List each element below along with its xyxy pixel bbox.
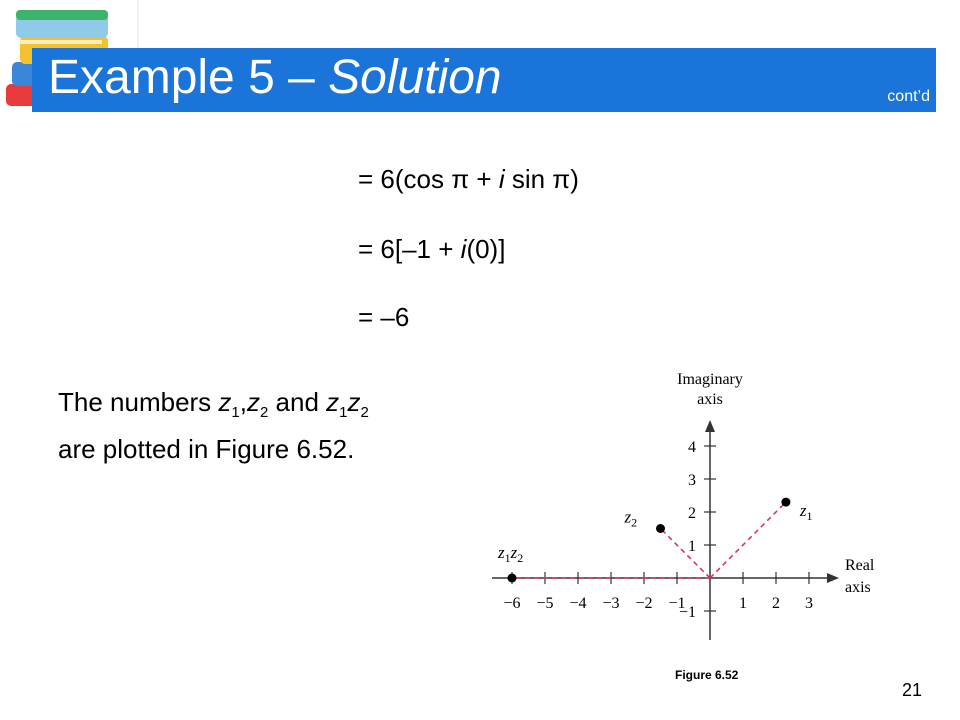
y-tick-label: 3 <box>688 472 696 489</box>
x-tick-label: 3 <box>805 595 813 612</box>
eq1-pi-2: π <box>552 164 571 194</box>
x-axis-arrow <box>827 573 839 583</box>
slide-title <box>48 50 502 106</box>
page-number: 21 <box>902 680 923 700</box>
point-label-2: $z_2$ <box>624 507 638 530</box>
equation-line-2 <box>358 234 505 265</box>
x-tick-label: −3 <box>602 595 620 612</box>
contd-label: cont’d <box>887 88 930 105</box>
desc-z1: z <box>218 387 232 417</box>
description-line-1 <box>58 384 369 431</box>
eq1-imag-unit: i <box>498 164 505 194</box>
point-label-1: $z_1$ <box>799 501 813 524</box>
y-tick-label: −1 <box>678 604 696 621</box>
slide-title-italic: Solution <box>328 51 502 104</box>
slide-title-main: Example 5 – <box>48 51 329 104</box>
x-tick-label: −1 <box>668 595 686 612</box>
data-point-1 <box>781 498 790 507</box>
point-label-3: $z_1z_2$ <box>498 543 524 565</box>
y-tick-label: 1 <box>688 538 696 555</box>
x-tick-label: −2 <box>635 595 653 612</box>
eq1-pi-1: π <box>451 164 470 194</box>
desc-z1z2-b-sub: 2 <box>360 404 369 422</box>
figure-caption: Figure 6.52 <box>675 668 739 682</box>
x-axis-label-line-2: axis <box>845 579 871 596</box>
description-paragraph <box>58 384 369 467</box>
eq1-part-b: + <box>469 164 499 194</box>
eq2-part-a: = 6[–1 + <box>358 234 461 264</box>
equation-line-3: = –6 <box>358 302 410 332</box>
desc-z1z2-b: z <box>347 387 361 417</box>
desc-z1z2-a-sub: 1 <box>339 404 348 422</box>
eq1-part-d: ) <box>570 164 579 194</box>
complex-plane-chart <box>470 360 920 640</box>
equation-line-1 <box>358 164 579 195</box>
x-tick-label: −6 <box>503 595 521 612</box>
point-dash-line-2 <box>661 529 711 579</box>
eq1-part-c: sin <box>504 164 553 194</box>
data-point-3 <box>508 574 517 583</box>
desc-z1z2-a: z <box>326 387 340 417</box>
desc-text-a: The numbers <box>58 387 219 417</box>
x-axis-label-line-1: Real <box>845 557 875 574</box>
y-tick-label: 2 <box>688 505 696 522</box>
desc-z1-sub: 1 <box>231 404 240 422</box>
eq2-imag-unit: i <box>460 234 467 264</box>
point-dash-line-1 <box>710 502 786 578</box>
eq1-part-a: = 6(cos <box>358 164 452 194</box>
x-tick-label: −4 <box>569 595 587 612</box>
data-point-2 <box>656 524 665 533</box>
x-tick-label: −5 <box>536 595 554 612</box>
y-axis-arrow <box>705 420 715 432</box>
y-tick-label: 4 <box>688 439 696 456</box>
desc-z2: z <box>246 387 260 417</box>
desc-z2-sub: 2 <box>259 404 269 422</box>
description-line-2: are plotted in Figure 6.52. <box>58 434 355 465</box>
y-axis-label-line-2: axis <box>697 391 723 408</box>
desc-comma: , <box>239 387 247 417</box>
y-axis-label-line-1: Imaginary <box>677 371 743 388</box>
eq2-part-b: (0)] <box>466 234 506 264</box>
desc-and: and <box>268 387 327 417</box>
x-tick-label: 2 <box>772 595 780 612</box>
x-tick-label: 1 <box>739 595 747 612</box>
